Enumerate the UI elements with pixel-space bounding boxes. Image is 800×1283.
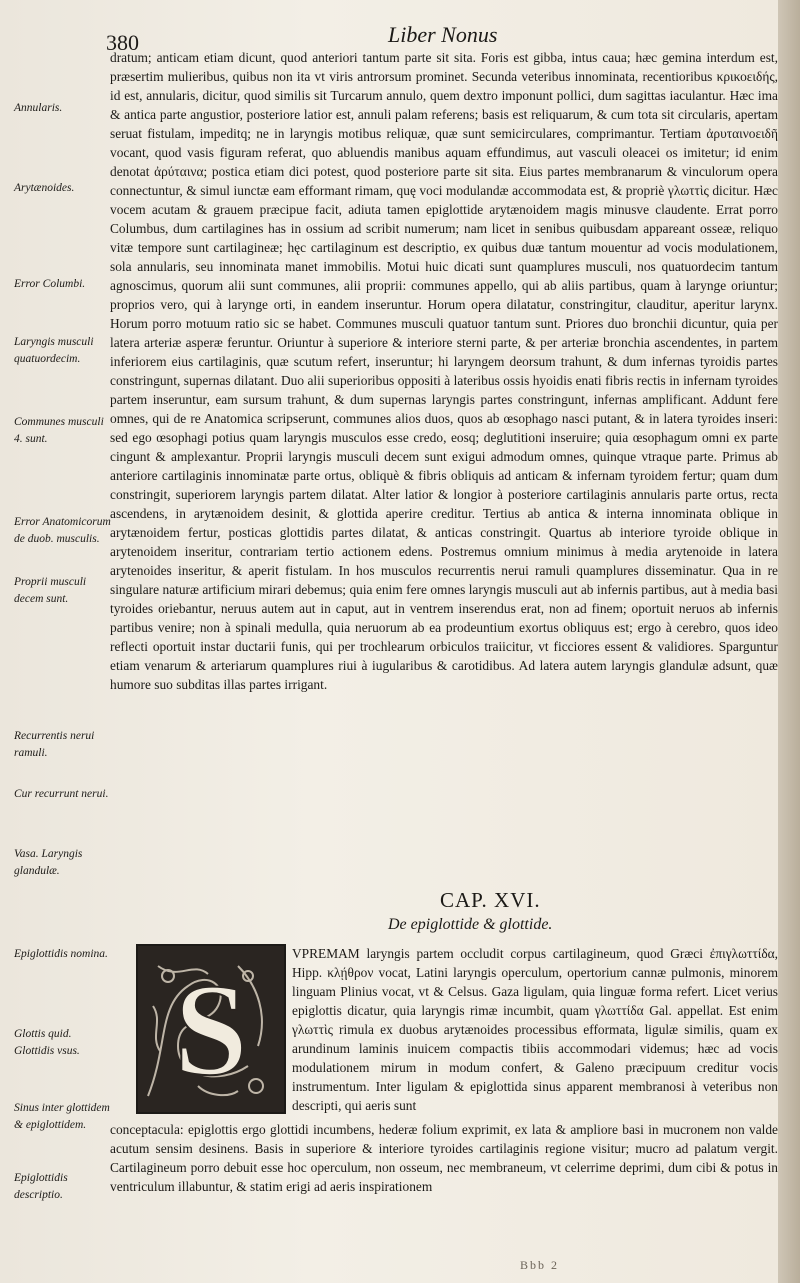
chapter-subheading: De epiglottide & glottide.: [388, 916, 553, 933]
dropcap-letter: S: [174, 956, 248, 1103]
margin-note: Annularis.: [14, 102, 63, 114]
dropcap-ornament: [136, 944, 286, 1114]
body-paragraph: dratum; anticam etiam dicunt, quod anteriori tantum parte sit sita. Foris est gibba, intus caua; hæc gemina interdum est, præsertim mulieribus, quibus non ita vt viris antrorsum prominet. Secunda veteribus innominata, recentioribus κρικοειδής, id est, annularis, dicitur, quod similis sit Turcarum annulo, quem dextro imponunt pollici, dum sagittas iaculantur. Hæc ima & antica parte angustior, posteriore latior est, annuli palam referens; basis est reliquarum, & cum tota sit circularis, apertam seruat fistulam, impeditq; ne in laryngis motibus reliquæ, quæ sunt semicirculares, comprimantur. Tertiam ἀρυταινοειδῆ vocant, quod vasis figuram referat, quo abluendis manibus aquam effundimus, aut vasculi oleacei os imitetur; id enim denotat ἀρύταινα; postica etiam dici potest, quod posteriore parte sit sita. Eius partes membranarum & vinculorum opera connectuntur, & simul iunctæ eam efformant rimam, quę voci modulandæ accommodata est, & propriè γλωττὶς dicitur. Hæc vocem acutam & grauem præcipue facit, adiuta tamen epiglottide arytænoidem magis minusve claudente. Errat porro Columbus, dum cartilagines has in ossium ad scribit numerum; nam licet in senibus quibusdam appareant osseæ, reliquo vitæ tempore sunt cartilagineæ; hęc cartilaginum est descriptio, ex quibus duæ tantum mouentur ad vocis modulationem, sola annularis, seu innominata manet immobilis. Motui huic dicati sunt quamplures musculi, nos quatuordecim tantum agnoscimus, quorum alii sunt communes, alii proprii: communes appello, qui ab aliis partibus, quam à larynge oriuntur; proprios vero, qui à larynge orti, in eandem inseruntur. Horum opera dilatatur, constringitur, clauditur, aperitur larynx. Horum porro motuum ratio sic se habet. Communes musculi quatuor tantum sunt. Priores duo bronchii dicuntur, quia per latera arteriæ asperæ feruntur. Oriuntur à superiore & interiore sterni parte, & per arteriæ bronchia ascendentes, in partem inferiorem eius cartilaginis, quæ scutum refert, inseruntur; hi laryngem deorsum trahunt, & dum infernas tyroidis partes constringunt, supernas dilatant. Duo alii superioribus oppositi à lateribus ossis hyoidis enati fibris rectis in infernam tyroides partem inseruntur, eam sursum trahunt, & dum supernas laryngis partes constringunt, infernas amplificant. Addunt fere omnes, qui de re Anatomica scripserunt, communes alios duos, quos ab œsophago nasci putant, & in latera tyroides inseri: sed ego œsophagi potius quam laryngis musculos esse credo, eosq; deglutitioni inseruire; quia œsophagum omni ex parte cingunt & amplexantur. Proprii laryngis musculi decem sunt exigui admodum omnes, quinque vtraque parte. Primus ab anteriore cartilaginis innominatæ parte ortus, obliquè & fibris obliquis ad anticam & infernam tyroidem fertur; quam dum constringit, superiorem laryngis partem dilatat. Alter latior & longior à posteriore cartilaginis annularis parte ortus, recta ascendens, in arytænoidem desinit, & glottida aperire creditur. Tertius ab antica & interna innominata oblique in arytænoidem fertur, posticas glottidis partes dilatat, & anticas constringit. Quartus ab interiore tyroide oblique in arytenoidem inseritur, contrariam tertio actionem edens. Postremus omnium minimus à media arytenoide in latera arytenoides inseritur, & aperit fistulam. In hos musculos recurrentis nerui ramuli quamplures disseminatur. Qua in re singulare naturæ artificium mirari debemus; quia enim fere omnes laryngis musculi aut ab infernis partibus, aut à media basi tyroides oriebantur, neruus autem aut in caput, aut in ventrem inserendus erat, non ad finem; oportuit neruos ab infernis partibus venire; non à spinali medulla, quia neruorum ab ea prodeuntium exortus obliquus est; ergo à cerebro, quos ideo reflecti oportuit instar ductarii funis, qui per trochlearum orbiculos traiicitur, vt ficciores essent & validiores. Sparguntur etiam venarum & arteriarum quamplures riui à iugularibus & carotidibus. Ad latera autem laryngis glandulæ adsunt, quæ humore suo subditas illas partes irrigant.: [110, 50, 778, 692]
margin-note: Vasa. Laryngis glandulæ.: [14, 848, 83, 877]
signature-mark: Bbb 2: [520, 1258, 560, 1272]
chapter-text-beside-initial: [292, 944, 778, 1115]
chapter-heading: CAP. XVI.: [440, 888, 541, 912]
margin-note: Error Columbi.: [14, 278, 86, 290]
margin-note: Glottis quid. Glottidis vsus.: [14, 1028, 80, 1057]
margin-note: Proprii musculi decem sunt.: [14, 576, 87, 605]
margin-note: Error Anatomicorum de duob. musculis.: [14, 516, 111, 545]
page-number: 380: [106, 30, 139, 55]
margin-note: Epiglottidis nomina.: [14, 948, 108, 960]
margin-note: Arytænoides.: [14, 182, 75, 194]
chapter-paragraph-b: conceptacula: epiglottis ergo glottidi incumbens, hederæ folium exprimit, ex lata & ampliore basi in mucronem non valde acutum sensim desinens. Basis in superiore & interiore tyroides cartilaginis regione visitur; mucro ad palatum vergit. Cartilagineum porro debuit esse hoc operculum, non osseum, nec membraneum, vt celerrime deprimi, dum cibi & potus in ventriculum illabuntur, & statim erigi ad aeris inspirationem: [110, 1122, 778, 1194]
margin-note: Laryngis musculi quatuordecim.: [14, 336, 94, 365]
margin-note: Epiglottidis descriptio.: [14, 1172, 68, 1201]
decorative-initial-icon: [138, 946, 284, 1112]
main-text: [110, 48, 778, 694]
book-gutter: [778, 0, 800, 1283]
chapter-paragraph-a: VPREMAM laryngis partem occludit corpus cartilagineum, quod Græci ἐπιγλωττίδα, Hipp. κλῄθρον vocat, Latini laryngis operculum, opertorium cannæ pulmonis, minorem linguam Plinius vocat, vt & Celsus. Gaza ligulam, quia linguæ forma refert. Licet verius epiglottis dicatur, quia laryngis rimæ incumbit, quam γλωττίδα Gal. appellat. Est enim γλωττὶς rimula ex duobus arytænoides processibus efformata, ligulæ similis, quam ex arundinum laminis inuicem compactis tibiis accommodari videmus; hæc ad vocis modulationem mirum in modum confert, & Galeno præcipuum creditur vocis instrumentum. Inter ligulam & epiglottida sinus apparent membranosi à veteribus non descripti, qui aeris sunt: [292, 946, 778, 1113]
margin-note: Sinus inter glottidem & epiglottidem.: [14, 1102, 110, 1131]
margin-note: Cur recurrunt nerui.: [14, 788, 109, 800]
running-head: Liber Nonus: [388, 22, 498, 47]
margin-note: Communes musculi 4. sunt.: [14, 416, 104, 445]
margin-note: Recurrentis nerui ramuli.: [14, 730, 95, 759]
chapter-text-full: [110, 1120, 778, 1196]
